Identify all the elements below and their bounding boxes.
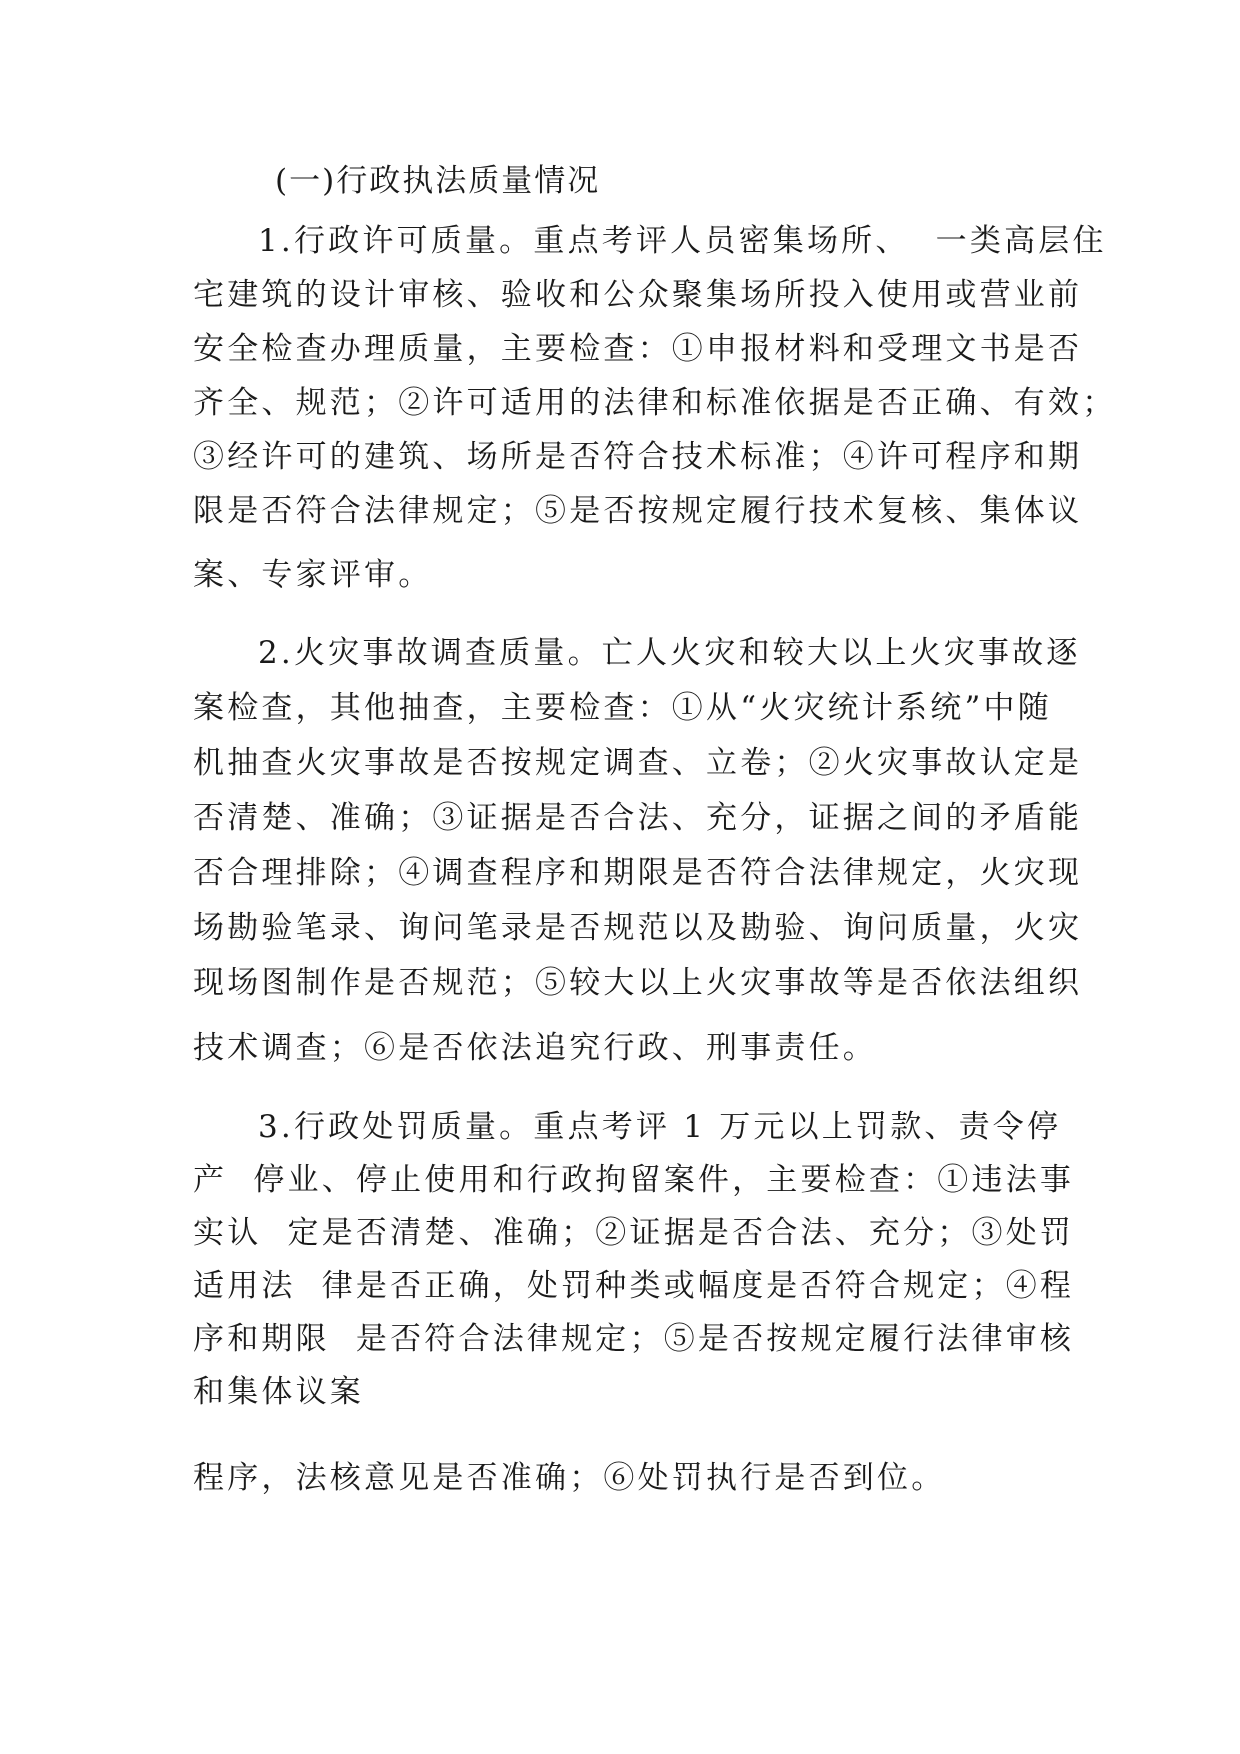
section-heading: (一)行政执法质量情况 xyxy=(275,163,601,199)
paragraph-2-line: 案检查，其他抽查，主要检查：①从“火灾统计系统”中随 xyxy=(193,690,1052,726)
paragraph-3-line: 适用法 律是否正确，处罚种类或幅度是否符合规定；④程 xyxy=(193,1268,1075,1304)
paragraph-3-line: 程序，法核意见是否准确；⑥处罚执行是否到位。 xyxy=(193,1460,946,1496)
paragraph-3-line: 和集体议案 xyxy=(193,1374,364,1410)
paragraph-3-line: 产 停业、停止使用和行政拘留案件，主要检查：①违法事 xyxy=(193,1162,1075,1198)
paragraph-2-line: 否合理排除；④调查程序和期限是否符合法律规定，火灾现 xyxy=(193,855,1083,891)
paragraph-1-line: 限是否符合法律规定；⑤是否按规定履行技术复核、集体议 xyxy=(193,493,1083,529)
paragraph-2-line: 机抽查火灾事故是否按规定调查、立卷；②火灾事故认定是 xyxy=(193,745,1083,781)
paragraph-2-line: 2.火灾事故调查质量。亡人火灾和较大以上火灾事故逐 xyxy=(258,635,1081,671)
paragraph-2-line: 技术调查；⑥是否依法追究行政、刑事责任。 xyxy=(193,1030,877,1066)
paragraph-1-line: ③经许可的建筑、场所是否符合技术标准；④许可程序和期 xyxy=(193,439,1083,475)
paragraph-1-line: 齐全、规范；②许可适用的法律和标准依据是否正确、有效； xyxy=(193,385,1117,421)
paragraph-1-line: 安全检查办理质量，主要检查：①申报材料和受理文书是否 xyxy=(193,331,1083,367)
paragraph-2-line: 否清楚、准确；③证据是否合法、充分，证据之间的矛盾能 xyxy=(193,800,1083,836)
paragraph-1-line: 1.行政许可质量。重点考评人员密集场所、 一类高层住 xyxy=(258,223,1107,259)
paragraph-3-line: 3.行政处罚质量。重点考评 1 万元以上罚款、责令停 xyxy=(258,1109,1062,1145)
paragraph-2-line: 场勘验笔录、询问笔录是否规范以及勘验、询问质量，火灾 xyxy=(193,910,1083,946)
paragraph-3-line: 实认 定是否清楚、准确；②证据是否合法、充分；③处罚 xyxy=(193,1215,1075,1251)
paragraph-3-line: 序和期限 是否符合法律规定；⑤是否按规定履行法律审核 xyxy=(193,1321,1075,1357)
paragraph-2-line: 现场图制作是否规范；⑤较大以上火灾事故等是否依法组织 xyxy=(193,965,1083,1001)
paragraph-1-line: 宅建筑的设计审核、验收和公众聚集场所投入使用或营业前 xyxy=(193,277,1083,313)
paragraph-1-line: 案、专家评审。 xyxy=(193,557,433,593)
